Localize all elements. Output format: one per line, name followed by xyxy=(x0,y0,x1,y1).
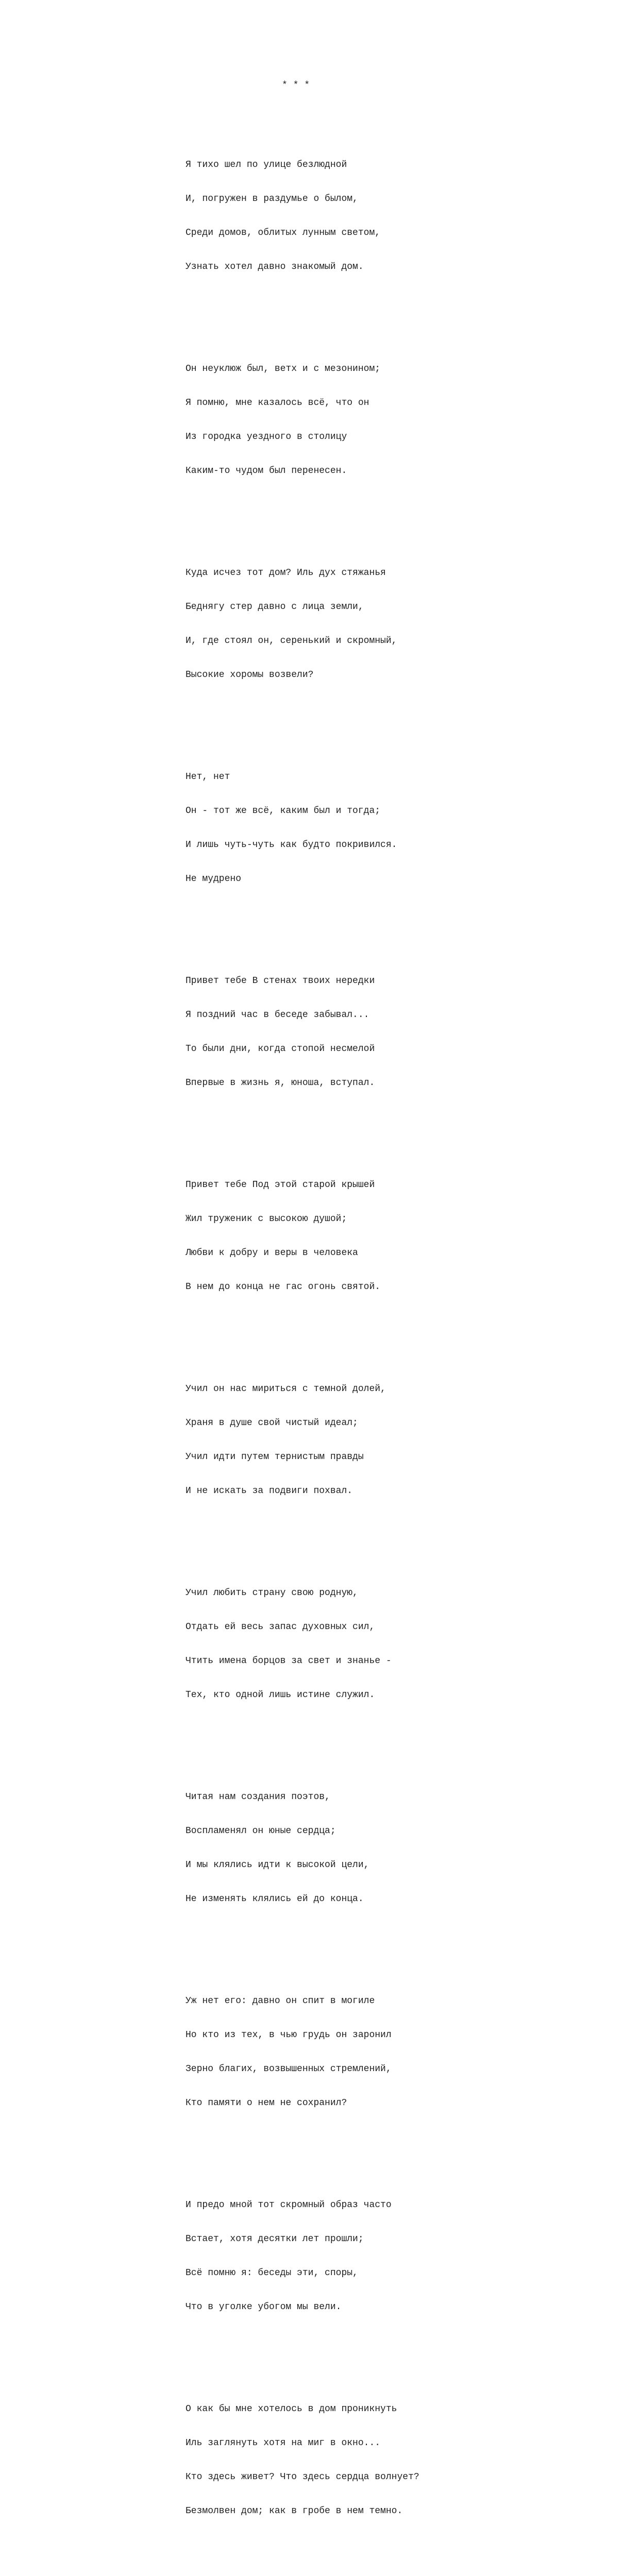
poem-line: Жил труженик с высокою душой; xyxy=(186,1214,347,1224)
poem-line: Чтить имена борцов за свет и знанье - xyxy=(186,1656,392,1666)
poem-line: Впервые в жизнь я, юноша, вступал. xyxy=(186,1078,375,1088)
poem-line: Любви к добру и веры в человека xyxy=(186,1248,358,1258)
poem-line: Высокие хоромы возвели? xyxy=(186,670,314,680)
poem-line: Из городка уездного в столицу xyxy=(186,432,347,442)
poem-line: Нет, нет xyxy=(186,772,230,782)
poem-line: Воспламенял он юные сердца; xyxy=(186,1826,336,1836)
poem-line: Он неуклюж был, ветх и с мезонином; xyxy=(186,364,381,374)
poem-line: Я поздний час в беседе забывал... xyxy=(186,1010,369,1020)
poem-line: Всё помню я: беседы эти, споры, xyxy=(186,2268,358,2278)
poem-line: Зерно благих, возвышенных стремлений, xyxy=(186,2064,392,2074)
poem-line: Кто памяти о нем не сохранил? xyxy=(186,2098,347,2108)
poem-line: Отдать ей весь запас духовных сил, xyxy=(186,1622,375,1632)
stanza-11 xyxy=(186,2177,419,2335)
poem-line: Привет тебе В стенах твоих нередки xyxy=(186,976,375,986)
poem-line: Читая нам создания поэтов, xyxy=(186,1792,330,1802)
poem-line: Встает, хотя десятки лет прошли; xyxy=(186,2234,364,2244)
stanza-1 xyxy=(186,137,419,295)
poem-line: И мы клялись идти к высокой цели, xyxy=(186,1860,369,1870)
section-separator: * * * xyxy=(282,80,310,91)
poem-document xyxy=(186,57,419,2576)
poem-line: Беднягу стер давно с лица земли, xyxy=(186,602,364,612)
poem-line: О как бы мне хотелось в дом проникнуть xyxy=(186,2404,397,2414)
poem-line: Храня в душе свой чистый идеал; xyxy=(186,1418,358,1428)
poem-line: Каким-то чудом был перенесен. xyxy=(186,466,347,476)
poem-line: Среди домов, облитых лунным светом, xyxy=(186,228,381,238)
stanza-8 xyxy=(186,1565,419,1723)
stanza-12 xyxy=(186,2381,419,2539)
stanza-4 xyxy=(186,749,419,907)
poem-line: И, погружен в раздумье о былом, xyxy=(186,194,358,204)
poem-line: Куда исчез тот дом? Иль дух стяжанья xyxy=(186,568,386,578)
poem-line: Кто здесь живет? Что здесь сердца волнует? xyxy=(186,2472,419,2482)
stanza-2 xyxy=(186,341,419,499)
poem-line: В нем до конца не гас огонь святой. xyxy=(186,1282,381,1292)
poem-line: И не искать за подвиги похвал. xyxy=(186,1486,353,1496)
stanza-10 xyxy=(186,1973,419,2131)
poem-line: Я помню, мне казалось всё, что он xyxy=(186,398,369,408)
poem-line: То были дни, когда стопой несмелой xyxy=(186,1044,375,1054)
stanza-6 xyxy=(186,1157,419,1315)
stanza-9 xyxy=(186,1769,419,1927)
poem-line: Уж нет его: давно он спит в могиле xyxy=(186,1996,375,2006)
poem-line: Учил идти путем тернистым правды xyxy=(186,1452,364,1462)
poem-line: Узнать хотел давно знакомый дом. xyxy=(186,262,364,272)
poem-line: Тех, кто одной лишь истине служил. xyxy=(186,1690,375,1700)
stanza-3 xyxy=(186,545,419,703)
poem-line: И, где стоял он, серенький и скромный, xyxy=(186,636,397,646)
poem-line: Привет тебе Под этой старой крышей xyxy=(186,1180,375,1190)
poem-line: Не изменять клялись ей до конца. xyxy=(186,1894,364,1904)
poem-line: Учил любить страну свою родную, xyxy=(186,1588,358,1598)
poem-line: Учил он нас мириться с темной долей, xyxy=(186,1384,386,1394)
poem-line: Безмолвен дом; как в гробе в нем темно. xyxy=(186,2506,403,2516)
poem-line: И предо мной тот скромный образ часто xyxy=(186,2200,392,2210)
poem-line: Иль заглянуть хотя на миг в окно... xyxy=(186,2438,381,2448)
poem-line: Но кто из тех, в чью грудь он заронил xyxy=(186,2030,392,2040)
poem-line: Не мудрено xyxy=(186,874,242,884)
poem-line: Он - тот же всё, каким был и тогда; xyxy=(186,806,381,816)
stanza-5 xyxy=(186,953,419,1111)
poem-line: И лишь чуть-чуть как будто покривился. xyxy=(186,840,397,850)
stanza-7 xyxy=(186,1361,419,1519)
poem-line: Я тихо шел по улице безлюдной xyxy=(186,160,347,170)
poem-line: Что в уголке убогом мы вели. xyxy=(186,2302,342,2312)
